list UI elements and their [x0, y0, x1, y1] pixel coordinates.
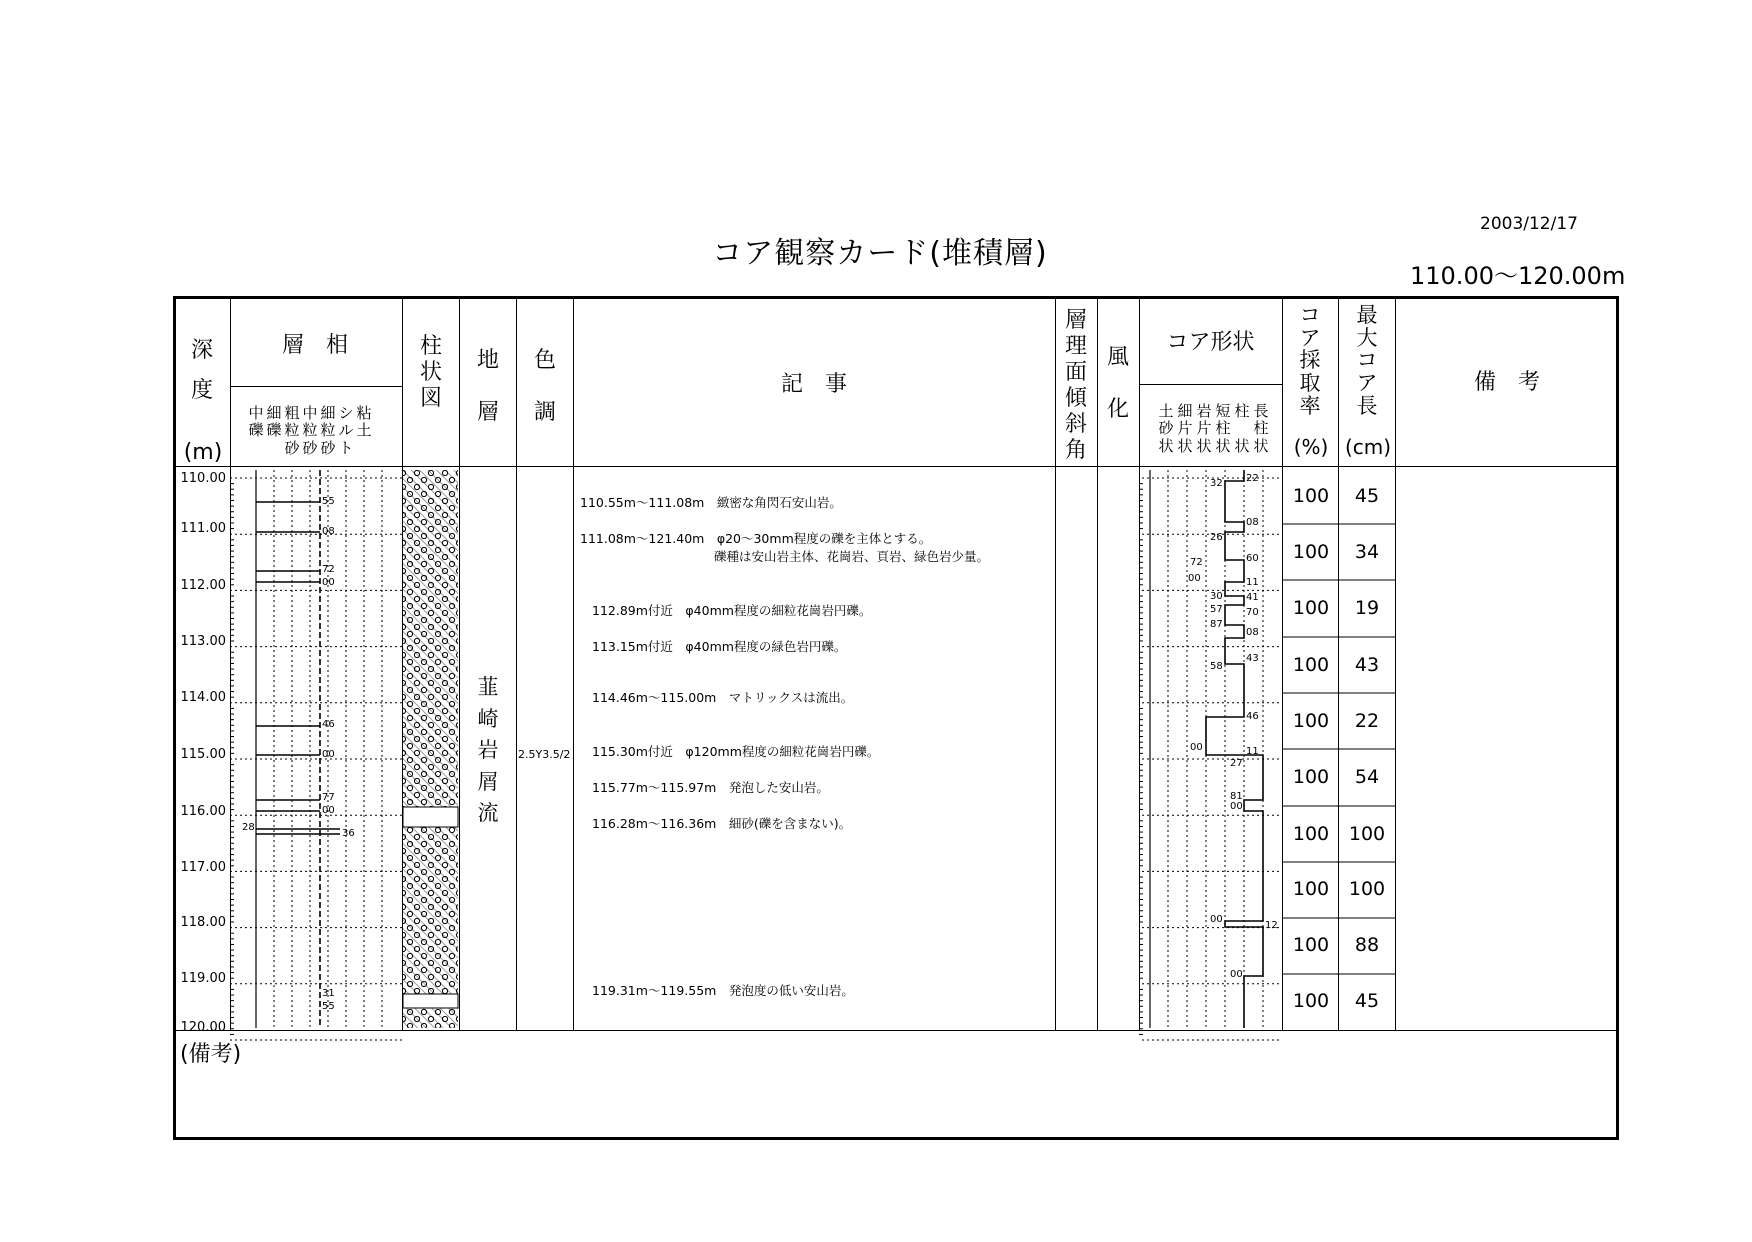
facies-label: 31 — [322, 988, 335, 999]
header-depth-1: 深 — [190, 338, 213, 363]
core-shape-sub-4: 短 柱 状 — [1215, 402, 1231, 455]
header-depth-unit: (m) — [183, 440, 223, 465]
facies-sub-7: 粘 土 — [356, 404, 372, 440]
core-shape-sub-2: 細 片 状 — [1177, 402, 1193, 455]
max-length-value: 88 — [1354, 934, 1380, 956]
max-length-value: 100 — [1348, 878, 1386, 900]
core-shape-label: 58 — [1210, 661, 1223, 672]
depth-tick: 114.00 — [180, 690, 226, 705]
core-shape-label: 00 — [1188, 573, 1201, 584]
core-shape-label: 22 — [1246, 473, 1259, 484]
facies-sub-1: 中 礫 — [248, 404, 264, 440]
depth-tick: 112.00 — [180, 578, 226, 593]
core-shape-label: 60 — [1246, 553, 1259, 564]
depth-tick: 116.00 — [180, 804, 226, 819]
depth-tick: 111.00 — [180, 521, 226, 536]
facies-sub-2: 細 礫 — [266, 404, 282, 440]
header-depth-2: 度 — [190, 378, 213, 403]
column-hatch — [403, 470, 458, 1028]
note: 110.55m〜111.08m 緻密な角閃石安山岩。 — [580, 495, 842, 510]
remarks-label: (備考) — [180, 1042, 242, 1067]
facies-sub-4: 中 粒 砂 — [302, 404, 318, 457]
core-shape-sub-1: 土 砂 状 — [1158, 402, 1174, 455]
color-value: 2.5Y3.5/2 — [518, 748, 571, 761]
facies-sub-3: 粗 粒 砂 — [284, 404, 300, 457]
recovery-value: 100 — [1292, 710, 1330, 732]
depth-range: 110.00〜120.00m — [1410, 262, 1626, 290]
header-weathering: 風 化 — [1106, 345, 1129, 422]
facies-label: 72 — [322, 564, 335, 575]
header-remarks: 備 考 — [1473, 370, 1540, 395]
facies-label: 55 — [322, 1001, 335, 1012]
core-shape-label: 26 — [1210, 532, 1223, 543]
header-color: 色 調 — [533, 348, 556, 425]
core-shape-label: 27 — [1230, 758, 1243, 769]
core-shape-label: 46 — [1246, 711, 1259, 722]
recovery-value: 100 — [1292, 990, 1330, 1012]
core-shape-label: 72 — [1190, 557, 1203, 568]
column-andesite-band — [403, 807, 458, 827]
header-formation: 地 層 — [476, 348, 499, 425]
row-lines — [1282, 524, 1395, 974]
core-shape-label: 32 — [1210, 478, 1223, 489]
core-shape-label: 11 — [1246, 577, 1259, 588]
recovery-value: 100 — [1292, 654, 1330, 676]
core-shape-sub-5: 柱 状 — [1234, 402, 1250, 455]
max-length-value: 54 — [1354, 766, 1380, 788]
core-shape-label: 43 — [1246, 653, 1259, 664]
core-shape-label: 41 — [1246, 592, 1259, 603]
facies-label: 00 — [322, 577, 335, 588]
note: 115.77m〜115.97m 発泡した安山岩。 — [592, 780, 829, 795]
recovery-value: 100 — [1292, 934, 1330, 956]
core-shape-label: 08 — [1246, 627, 1259, 638]
note: 112.89m付近 φ40mm程度の細粒花崗岩円礫。 — [592, 603, 872, 618]
core-shape-label: 70 — [1246, 607, 1259, 618]
header-recovery-unit: (%) — [1293, 435, 1329, 459]
core-shape-label: 11 — [1246, 746, 1259, 757]
depth-tick: 117.00 — [180, 860, 226, 875]
facies-label: 00 — [322, 805, 335, 816]
depth-tick: 119.00 — [180, 971, 226, 986]
header-notes: 記 事 — [780, 372, 847, 397]
facies-lines — [256, 502, 340, 834]
core-shape-label: 30 — [1210, 591, 1223, 602]
max-length-value: 45 — [1354, 485, 1380, 507]
depth-tick: 120.00 — [180, 1020, 226, 1035]
core-shape-sub-3: 岩 片 状 — [1196, 402, 1212, 455]
core-shape-label: 00 — [1230, 969, 1243, 980]
core-shape-label: 81 — [1230, 791, 1243, 802]
max-length-value: 19 — [1354, 597, 1380, 619]
note: 116.28m〜116.36m 細砂(礫を含まない)。 — [592, 816, 852, 831]
max-length-value: 45 — [1354, 990, 1380, 1012]
recovery-value: 100 — [1292, 541, 1330, 563]
note: 114.46m〜115.00m マトリックスは流出。 — [592, 690, 854, 705]
core-shape-label: 57 — [1210, 604, 1223, 615]
facies-sub-6: シ ル ト — [338, 404, 354, 457]
max-length-value: 43 — [1354, 654, 1380, 676]
header-recovery: コ ア 採 取 率 — [1299, 303, 1321, 418]
core-shape-label: 87 — [1210, 619, 1223, 630]
note: 119.31m〜119.55m 発泡度の低い安山岩。 — [592, 983, 854, 998]
formation-name: 韮 崎 岩 屑 流 — [477, 675, 499, 825]
depth-tick: 110.00 — [180, 471, 226, 486]
facies-sub-5: 細 粒 砂 — [320, 404, 336, 457]
depth-tick: 118.00 — [180, 915, 226, 930]
recovery-value: 100 — [1292, 597, 1330, 619]
core-shape-label: 12 — [1265, 920, 1278, 931]
facies-guides — [256, 470, 382, 1028]
facies-label: 28 — [242, 822, 255, 833]
depth-tick: 115.00 — [180, 747, 226, 762]
facies-label: 46 — [322, 719, 335, 730]
facies-label: 08 — [322, 526, 335, 537]
header-max-length-unit: (cm) — [1344, 435, 1392, 459]
core-shape-label: 00 — [1230, 801, 1243, 812]
max-length-value: 100 — [1348, 823, 1386, 845]
header-core-shape: コア形状 — [1166, 330, 1255, 355]
recovery-value: 100 — [1292, 823, 1330, 845]
note: 115.30m付近 φ120mm程度の細粒花崗岩円礫。 — [592, 744, 880, 759]
core-shape-label: 08 — [1246, 517, 1259, 528]
core-shape-label: 00 — [1210, 914, 1223, 925]
facies-label: 36 — [342, 828, 355, 839]
note: 礫種は安山岩主体、花崗岩、頁岩、緑色岩少量。 — [714, 549, 990, 564]
note: 113.15m付近 φ40mm程度の緑色岩円礫。 — [592, 639, 847, 654]
max-length-value: 22 — [1354, 710, 1380, 732]
recovery-value: 100 — [1292, 878, 1330, 900]
facies-label: 55 — [322, 496, 335, 507]
recovery-value: 100 — [1292, 485, 1330, 507]
recovery-value: 100 — [1292, 766, 1330, 788]
facies-label: 77 — [322, 792, 335, 803]
header-facies: 層 相 — [281, 333, 348, 358]
core-shape-label: 00 — [1190, 742, 1203, 753]
facies-label: 00 — [322, 749, 335, 760]
column-andesite-band — [403, 994, 458, 1008]
max-length-value: 34 — [1354, 541, 1380, 563]
header-max-length: 最 大 コ ア 長 — [1356, 303, 1378, 418]
header-column: 柱 状 図 — [419, 334, 442, 411]
date: 2003/12/17 — [1480, 214, 1578, 234]
page-title: コア観察カード(堆積層) — [712, 236, 1048, 271]
depth-tick: 113.00 — [180, 634, 226, 649]
core-shape-sub-6: 長 柱 状 — [1253, 402, 1269, 455]
note: 111.08m〜121.40m φ20〜30mm程度の礫を主体とする。 — [580, 531, 932, 546]
header-dip: 層 理 面 傾 斜 角 — [1064, 308, 1087, 463]
